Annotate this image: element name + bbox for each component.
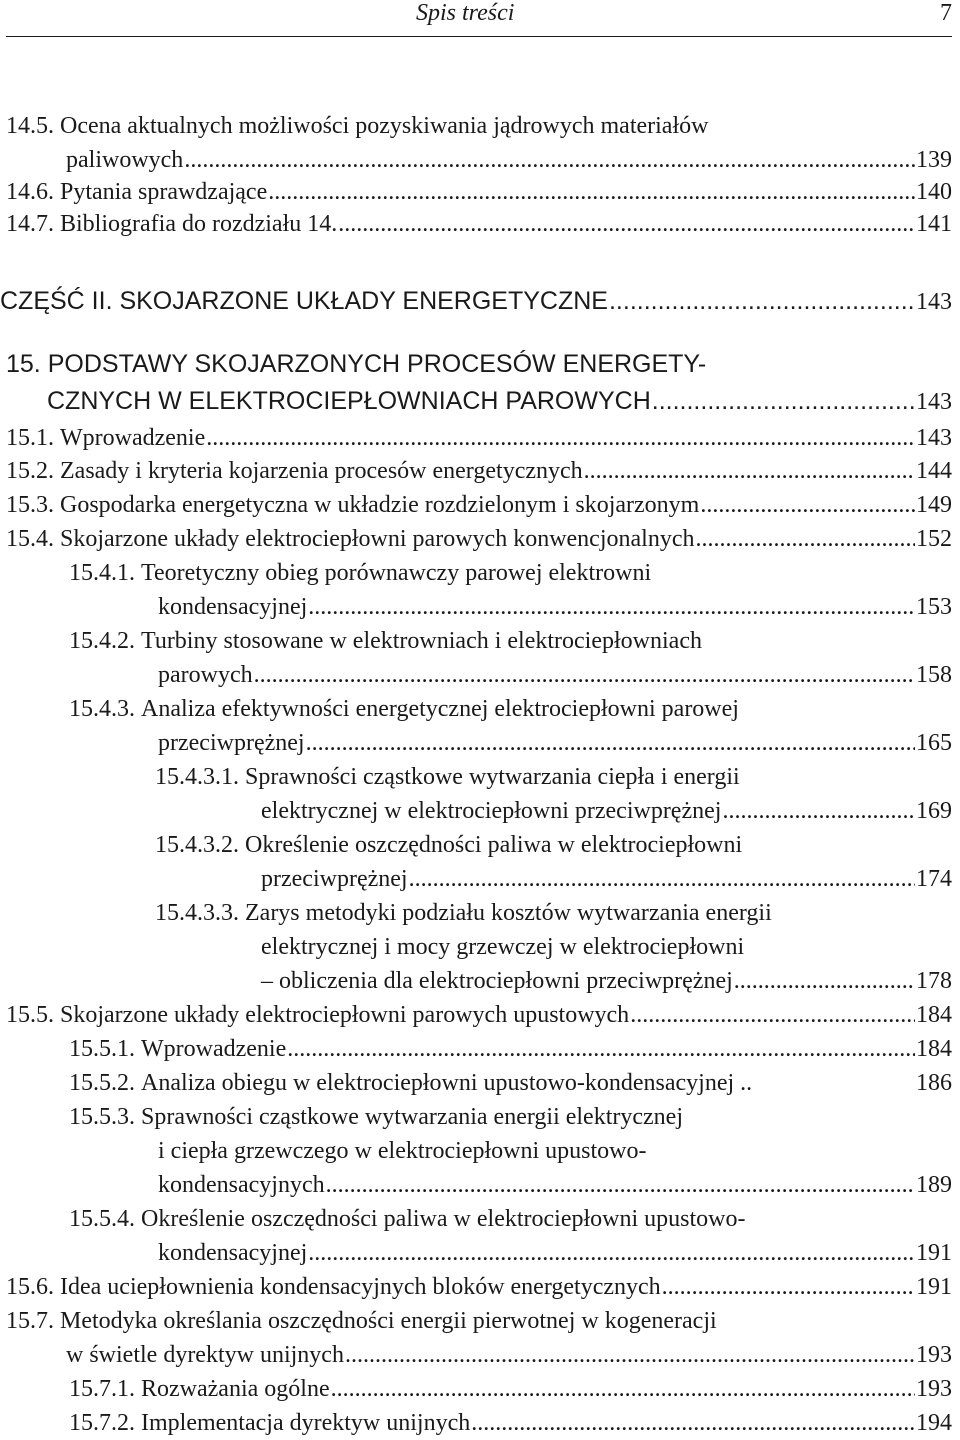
entry-number: 14.6. <box>6 179 54 205</box>
entry-number: 15.5.2. <box>69 1070 135 1096</box>
entry-number: 15.5. <box>6 1002 54 1028</box>
chapter-title: CZNYCH W ELEKTROCIEPŁOWNIACH PAROWYCH <box>47 387 651 415</box>
entry-title: Określenie oszczędności paliwa w elektrociepłowni <box>245 832 743 858</box>
entry-page: 158 <box>916 662 952 688</box>
page-number: 7 <box>940 0 952 26</box>
toc-entry[interactable] <box>6 1270 952 1304</box>
entry-page: 191 <box>916 1274 952 1300</box>
entry-number: 15.2. <box>6 458 54 484</box>
entry-page: 186 <box>916 1070 952 1096</box>
toc-entry[interactable] <box>6 207 952 241</box>
entry-title: Rozważania ogólne <box>141 1376 330 1402</box>
entry-page: 178 <box>916 968 952 994</box>
toc-entry[interactable] <box>6 175 952 209</box>
entry-title: Wprowadzenie <box>141 1036 287 1062</box>
entry-title: Ocena aktualnych możliwości pozyskiwania jądrowych materiałów <box>60 113 709 139</box>
entry-page: 144 <box>916 458 952 484</box>
toc-entry[interactable] <box>6 522 952 556</box>
chapter-title: PODSTAWY SKOJARZONYCH PROCESÓW ENERGETY- <box>47 350 707 378</box>
entry-title: przeciwprężnej <box>158 730 305 756</box>
toc-entry[interactable] <box>6 488 952 522</box>
toc-entry[interactable] <box>69 1032 952 1066</box>
entry-number: 15.4.3.3. <box>155 900 239 926</box>
entry-number: 15.1. <box>6 425 54 451</box>
toc-entry-continuation[interactable] <box>158 1236 952 1270</box>
toc-entry[interactable] <box>69 692 739 726</box>
dot-leader <box>308 1236 915 1270</box>
chapter-number: 15. <box>6 350 41 378</box>
entry-title: kondensacyjnych <box>158 1172 325 1198</box>
toc-entry[interactable] <box>6 109 708 143</box>
header-rule <box>6 36 952 37</box>
entry-page: 141 <box>916 211 952 237</box>
dot-leader <box>652 384 915 418</box>
toc-chapter-heading[interactable] <box>6 347 706 381</box>
entry-number: 15.6. <box>6 1274 54 1300</box>
toc-entry-continuation[interactable] <box>158 1168 952 1202</box>
toc-entry-continuation[interactable] <box>158 658 952 692</box>
entry-title: i ciepła grzewczego w elektrociepłowni upustowo- <box>158 1138 647 1164</box>
entry-title: Skojarzone układy elektrociepłowni parowych upustowych <box>60 1002 630 1028</box>
toc-entry[interactable] <box>155 828 742 862</box>
entry-page: 143 <box>916 425 952 451</box>
entry-number: 15.4.2. <box>69 628 135 654</box>
toc-entry-continuation[interactable] <box>261 794 952 828</box>
entry-page: 169 <box>916 798 952 824</box>
entry-number: 15.4.1. <box>69 560 135 586</box>
entry-title: Implementacja dyrektyw unijnych <box>141 1410 471 1436</box>
running-title: Spis treści <box>416 0 515 26</box>
entry-title: Zasady i kryteria kojarzenia procesów energetycznych <box>60 458 583 484</box>
entry-title: w świetle dyrektyw unijnych <box>66 1342 344 1368</box>
dot-leader <box>609 284 915 318</box>
dot-leader <box>409 862 915 896</box>
toc-entry[interactable] <box>69 556 651 590</box>
entry-page: 193 <box>916 1376 952 1402</box>
dot-leader <box>630 998 915 1032</box>
entry-title: Bibliografia do rozdziału 14. <box>60 211 338 237</box>
toc-entry[interactable] <box>69 1202 745 1236</box>
entry-title: kondensacyjnej <box>158 594 308 620</box>
entry-number: 15.4.3.1. <box>155 764 239 790</box>
entry-page: 140 <box>916 179 952 205</box>
entry-page: 174 <box>916 866 952 892</box>
entry-page: 165 <box>916 730 952 756</box>
toc-entry[interactable] <box>6 421 952 455</box>
part-title: CZĘŚĆ II. SKOJARZONE UKŁADY ENERGETYCZNE <box>0 287 608 315</box>
entry-number: 15.7.2. <box>69 1410 135 1436</box>
dot-leader <box>722 794 915 828</box>
entry-title: Gospodarka energetyczna w układzie rozdzielonym i skojarzonym <box>60 492 700 518</box>
entry-title: parowych <box>158 662 253 688</box>
entry-page: 149 <box>916 492 952 518</box>
toc-part-heading[interactable] <box>0 284 952 318</box>
entry-title: przeciwprężnej <box>261 866 408 892</box>
toc-entry-continuation[interactable] <box>158 726 952 760</box>
toc-chapter-continuation[interactable] <box>47 384 952 418</box>
entry-page: 194 <box>916 1410 952 1436</box>
dot-leader <box>306 726 915 760</box>
entry-number: 15.4.3. <box>69 696 135 722</box>
entry-number: 14.7. <box>6 211 54 237</box>
entry-number: 15.7. <box>6 1308 54 1334</box>
toc-entry[interactable] <box>155 760 740 794</box>
running-header <box>6 0 952 30</box>
entry-title: Skojarzone układy elektrociepłowni parowych konwencjonalnych <box>60 526 695 552</box>
dot-leader <box>254 658 915 692</box>
entry-title: Turbiny stosowane w elektrowniach i elektrociepłowniach <box>141 628 702 654</box>
toc-entry-continuation[interactable] <box>261 862 952 896</box>
toc-entry-continuation[interactable] <box>66 143 952 177</box>
toc-entry[interactable] <box>69 1100 683 1134</box>
entry-page: 184 <box>916 1036 952 1062</box>
entry-page: 191 <box>916 1240 952 1266</box>
entry-page: 139 <box>916 147 952 173</box>
toc-entry-continuation[interactable] <box>261 964 952 998</box>
entry-number: 15.4. <box>6 526 54 552</box>
entry-title: Analiza obiegu w elektrociepłowni upustowo-kondensacyjnej .. <box>141 1070 753 1096</box>
toc-entry[interactable] <box>69 1066 952 1100</box>
toc-entry[interactable] <box>69 1372 952 1406</box>
entry-title: kondensacyjnej <box>158 1240 308 1266</box>
entry-title: – obliczenia dla elektrociepłowni przeciwprężnej <box>261 968 733 994</box>
dot-leader <box>471 1406 915 1440</box>
dot-leader <box>338 207 915 241</box>
entry-number: 15.5.1. <box>69 1036 135 1062</box>
entry-title: elektrycznej w elektrociepłowni przeciwprężnej <box>261 798 722 824</box>
toc-entry[interactable] <box>6 1304 717 1338</box>
entry-title: paliwowych <box>66 147 184 173</box>
dot-leader <box>308 590 915 624</box>
toc-entry[interactable] <box>69 1406 952 1440</box>
dot-leader <box>206 421 915 455</box>
entry-number: 14.5. <box>6 113 54 139</box>
entry-number: 15.3. <box>6 492 54 518</box>
dot-leader <box>331 1372 915 1406</box>
dot-leader <box>700 488 915 522</box>
entry-page: 193 <box>916 1342 952 1368</box>
entry-page: 153 <box>916 594 952 620</box>
dot-leader <box>326 1168 915 1202</box>
entry-title: Określenie oszczędności paliwa w elektrociepłowni upustowo- <box>141 1206 746 1232</box>
toc-entry[interactable] <box>6 454 952 488</box>
entry-title: Analiza efektywności energetycznej elektrociepłowni parowej <box>141 696 739 722</box>
toc-entry[interactable] <box>6 998 952 1032</box>
entry-page: 143 <box>916 289 952 315</box>
dot-leader <box>662 1270 915 1304</box>
entry-number: 15.5.3. <box>69 1104 135 1130</box>
dot-leader <box>695 522 915 556</box>
entry-number: 15.4.3.2. <box>155 832 239 858</box>
entry-title: Sprawności cząstkowe wytwarzania ciepła i energii <box>245 764 740 790</box>
dot-leader <box>268 175 915 209</box>
entry-title: Idea uciepłownienia kondensacyjnych bloków energetycznych <box>60 1274 661 1300</box>
toc-entry-continuation[interactable] <box>261 930 744 964</box>
entry-number: 15.7.1. <box>69 1376 135 1402</box>
entry-number: 15.5.4. <box>69 1206 135 1232</box>
dot-leader <box>287 1032 915 1066</box>
toc-entry-continuation[interactable] <box>158 590 952 624</box>
entry-title: Metodyka określania oszczędności energii pierwotnej w kogeneracji <box>60 1308 717 1334</box>
entry-title: Teoretyczny obieg porównawczy parowej elektrowni <box>141 560 652 586</box>
dot-leader <box>584 454 915 488</box>
entry-title: elektrycznej i mocy grzewczej w elektrociepłowni <box>261 934 745 960</box>
entry-title: Pytania sprawdzające <box>60 179 268 205</box>
toc-entry[interactable] <box>69 624 702 658</box>
entry-title: Sprawności cząstkowe wytwarzania energii elektrycznej <box>141 1104 683 1130</box>
toc-entry-continuation[interactable] <box>158 1134 646 1168</box>
entry-page: 184 <box>916 1002 952 1028</box>
entry-page: 143 <box>916 389 952 415</box>
dot-leader <box>184 143 915 177</box>
entry-page: 152 <box>916 526 952 552</box>
entry-title: Wprowadzenie <box>60 425 206 451</box>
toc-entry-continuation[interactable] <box>66 1338 952 1372</box>
entry-page: 189 <box>916 1172 952 1198</box>
entry-title: Zarys metodyki podziału kosztów wytwarzania energii <box>245 900 772 926</box>
toc-entry[interactable] <box>155 896 772 930</box>
dot-leader <box>345 1338 915 1372</box>
dot-leader <box>734 964 915 998</box>
